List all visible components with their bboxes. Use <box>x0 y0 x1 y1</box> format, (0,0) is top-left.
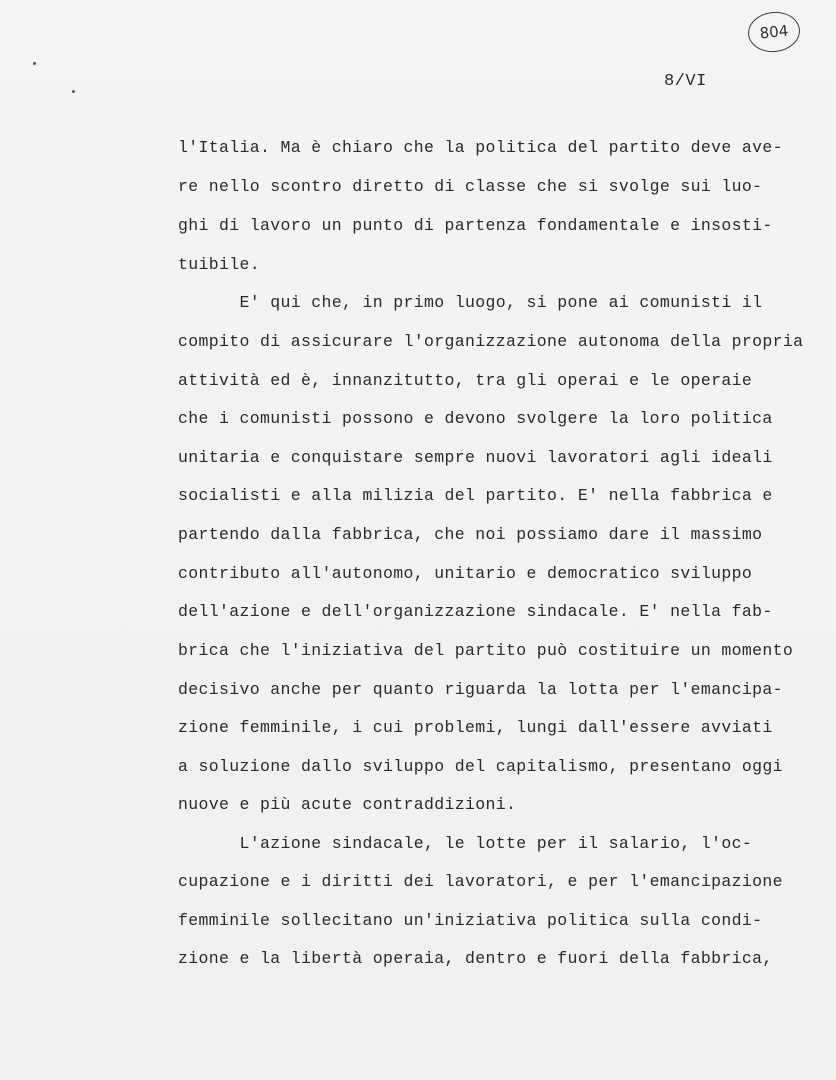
body-text-line: attività ed è, innanzitutto, tra gli operai e le operaie <box>178 371 753 390</box>
body-text-line: dell'azione e dell'organizzazione sindacale. E' nella fab- <box>178 602 773 621</box>
body-text-line: re nello scontro diretto di classe che si svolge sui luo- <box>178 177 763 196</box>
body-text-line: socialisti e alla milizia del partito. E' nella fabbrica e <box>178 486 773 505</box>
body-text-line: cupazione e i diritti dei lavoratori, e per l'emancipazione <box>178 872 783 891</box>
body-text-line: zione e la libertà operaia, dentro e fuori della fabbrica, <box>178 949 773 968</box>
body-text-line: zione femminile, i cui problemi, lungi dall'essere avviati <box>178 718 773 737</box>
body-text-line: compito di assicurare l'organizzazione autonoma della propria <box>178 332 804 351</box>
archive-stamp <box>746 9 802 54</box>
body-text-line: a soluzione dallo sviluppo del capitalismo, presentano oggi <box>178 757 783 776</box>
body-text-line: femminile sollecitano un'iniziativa politica sulla condi- <box>178 911 763 930</box>
body-text-line: partendo dalla fabbrica, che noi possiamo dare il massimo <box>178 525 763 544</box>
ink-speck <box>33 62 36 65</box>
body-text-line: unitaria e conquistare sempre nuovi lavoratori agli ideali <box>178 448 773 467</box>
body-text-line: contributo all'autonomo, unitario e democratico sviluppo <box>178 564 753 583</box>
page-number: 8/VI <box>664 72 707 91</box>
body-text-line: l'Italia. Ma è chiaro che la politica del partito deve ave- <box>178 138 783 157</box>
body-text-line: brica che l'iniziativa del partito può costituire un momento <box>178 641 794 660</box>
body-text-line: nuove e più acute contraddizioni. <box>178 795 517 814</box>
body-text-line: ghi di lavoro un punto di partenza fondamentale e insosti- <box>178 216 773 235</box>
body-text-line: tuibile. <box>178 255 261 274</box>
body-text-line: L'azione sindacale, le lotte per il salario, l'oc- <box>178 834 753 853</box>
archive-stamp-number: 804 <box>758 21 790 43</box>
body-text-line: E' qui che, in primo luogo, si pone ai comunisti il <box>178 293 763 312</box>
ink-speck <box>72 90 75 93</box>
body-text-line: che i comunisti possono e devono svolgere la loro politica <box>178 409 773 428</box>
body-text-line: decisivo anche per quanto riguarda la lotta per l'emancipa- <box>178 680 783 699</box>
